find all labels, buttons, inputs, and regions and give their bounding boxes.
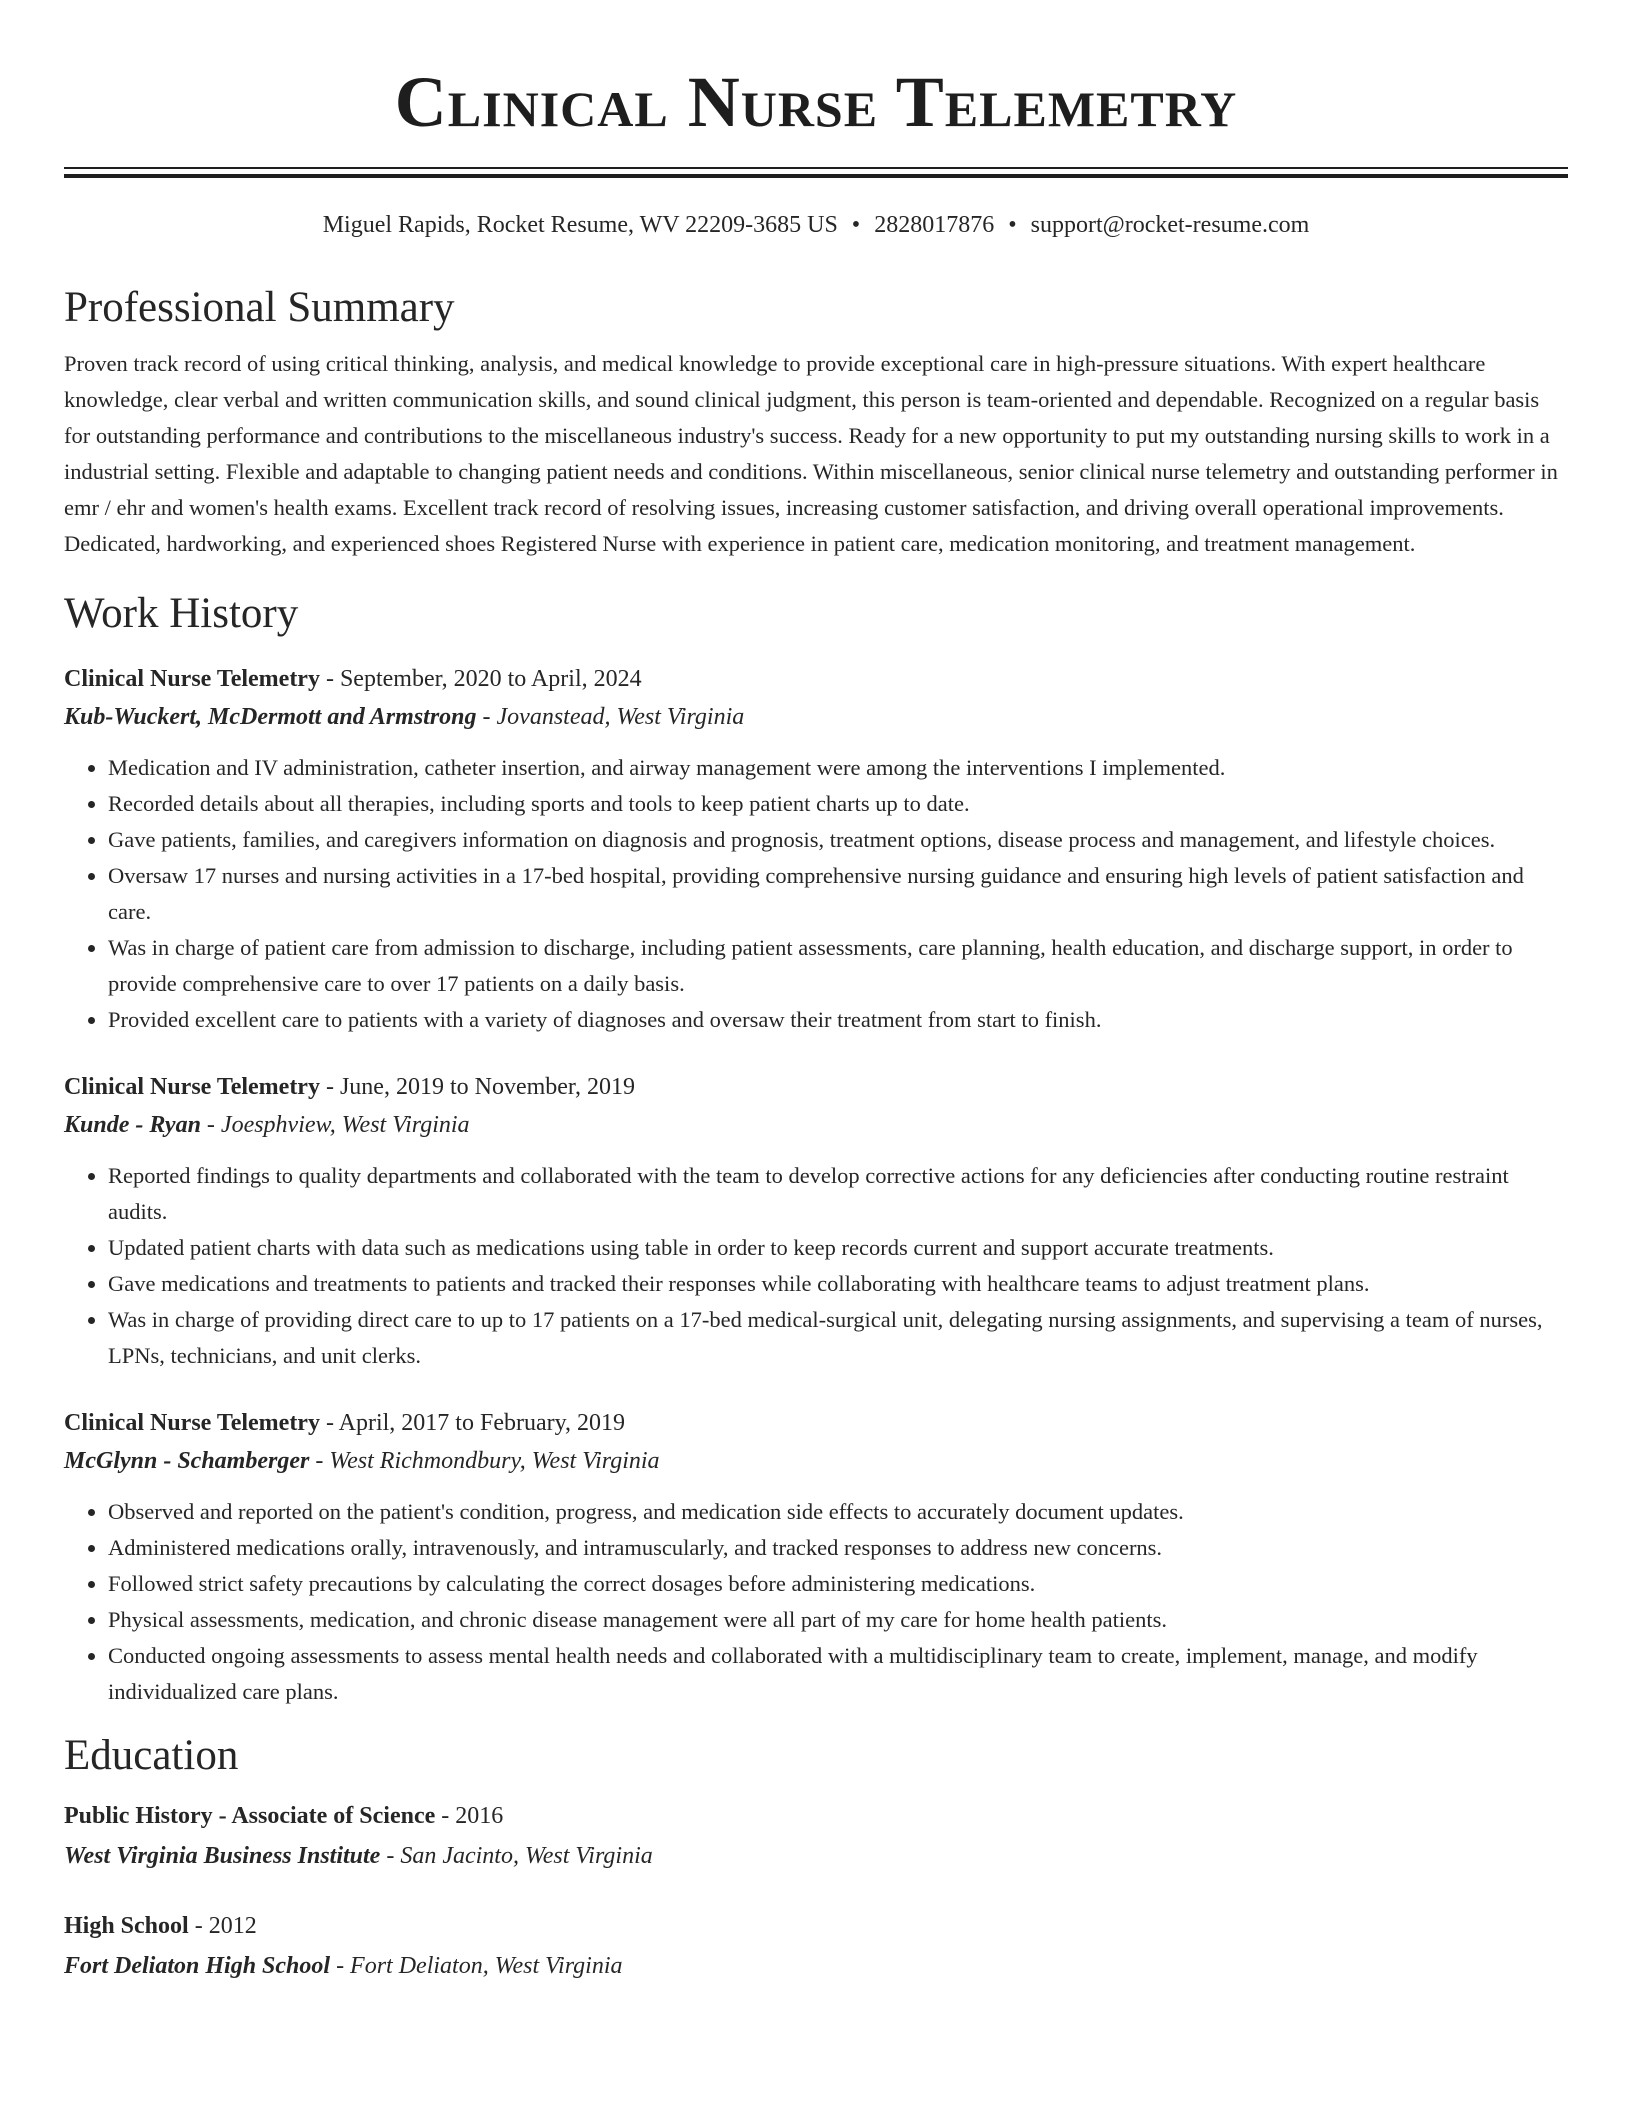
education-degree: Public History - Associate of Science: [64, 1803, 436, 1829]
job-title: Clinical Nurse Telemetry: [64, 666, 320, 692]
list-item: • Administered medications orally, intravenously, and intramuscularly, and tracked responses to address new concerns.: [108, 1530, 1568, 1566]
list-item: • Reported findings to quality departments and collaborated with the team to develop corrective actions for any deficiencies after conducting routine restraint audits.: [108, 1158, 1568, 1230]
education-heading: Education: [64, 1732, 239, 1779]
list-item: • Gave patients, families, and caregivers information on diagnosis and prognosis, treatment options, disease process and management, and lifestyle choices.: [108, 822, 1568, 858]
resume-title: Clinical Nurse Telemetry: [394, 62, 1238, 142]
job-company-line: [64, 1106, 1568, 1144]
contact-separator: •: [851, 212, 861, 238]
job-company-line: [64, 1442, 1568, 1480]
title-rule-thin: [64, 167, 1568, 169]
list-item: • Physical assessments, medication, and chronic disease management were all part of my care for home health patients.: [108, 1602, 1568, 1638]
list-item: • Medication and IV administration, catheter insertion, and airway management were among the interventions I implemented.: [108, 750, 1568, 786]
work-history-heading: Work History: [64, 590, 299, 637]
contact-phone: 2828017876: [874, 212, 995, 238]
contact-line: [64, 210, 1568, 240]
summary-text: Proven track record of using critical thinking, analysis, and medical knowledge to provide exceptional care in high-pressure situations. With expert healthcare knowledge, clear verbal and written communication skills, and sound clinical judgment, this person is team-oriented and dependable. Recognized on a regular basis for outstanding performance and contributions to the miscellaneous industry's success. Ready for a new opportunity to put my outstanding nursing skills to work in a industrial setting. Flexible and adaptable to changing patient needs and conditions. Within miscellaneous, senior clinical nurse telemetry and outstanding performer in emr / ehr and women's health exams. Excellent track record of resolving issues, increasing customer satisfaction, and driving overall operational improvements. Dedicated, hardworking, and experienced shoes Registered Nurse with experience in patient care, medication monitoring, and treatment management.: [64, 351, 1558, 556]
job-bullets: [64, 1158, 1568, 1374]
job-entry: [64, 1068, 1568, 1374]
list-item: • Followed strict safety precautions by calculating the correct dosages before administering medications.: [108, 1566, 1568, 1602]
education-entry: [64, 1796, 1568, 1876]
job-location: - Jovanstead, West Virginia: [476, 704, 745, 730]
list-item: • Recorded details about all therapies, including sports and tools to keep patient charts up to date.: [108, 786, 1568, 822]
job-company: Kunde - Ryan: [64, 1112, 201, 1138]
job-location: - Joesphview, West Virginia: [200, 1112, 470, 1138]
education-entry: [64, 1906, 1568, 1986]
job-company-line: [64, 698, 1568, 736]
education-degree-line: [64, 1796, 1568, 1836]
education-school-line: [64, 1836, 1568, 1876]
job-dates: - June, 2019 to November, 2019: [319, 1074, 635, 1100]
contact-email: support@rocket-resume.com: [1030, 212, 1310, 238]
contact-address: Miguel Rapids, Rocket Resume, WV 22209-3685 US: [322, 212, 838, 238]
contact-separator: •: [1008, 212, 1017, 238]
list-item: • Provided excellent care to patients with a variety of diagnoses and oversaw their treatment from start to finish.: [108, 1002, 1568, 1038]
job-company: McGlynn - Schamberger: [64, 1448, 310, 1474]
education-degree-line: [64, 1906, 1568, 1946]
job-bullets: [64, 1494, 1568, 1710]
job-dates: - September, 2020 to April, 2024: [319, 666, 642, 692]
list-item: • Was in charge of providing direct care to up to 17 patients on a 17-bed medical-surgical unit, delegating nursing assignments, and supervising a team of nurses, LPNs, technicians, and unit clerks.: [108, 1302, 1568, 1374]
education-school: West Virginia Business Institute: [64, 1843, 381, 1869]
job-title: Clinical Nurse Telemetry: [64, 1410, 320, 1436]
summary-heading: Professional Summary: [64, 284, 455, 331]
education-year: - 2016: [435, 1803, 504, 1829]
list-item: • Observed and reported on the patient's condition, progress, and medication side effects to accurately document updates.: [108, 1494, 1568, 1530]
list-item: • Updated patient charts with data such as medications using table in order to keep records current and support accurate treatments.: [108, 1230, 1568, 1266]
job-dates: - April, 2017 to February, 2019: [319, 1410, 626, 1436]
job-entry: [64, 660, 1568, 1038]
list-item: • Was in charge of patient care from admission to discharge, including patient assessments, care planning, health education, and discharge support, in order to provide comprehensive care to over 17 patients on a daily basis.: [108, 930, 1568, 1002]
title-rule-thick: [64, 174, 1568, 178]
job-title: Clinical Nurse Telemetry: [64, 1074, 320, 1100]
education-location: - Fort Deliaton, West Virginia: [330, 1953, 623, 1979]
list-item: • Conducted ongoing assessments to assess mental health needs and collaborated with a multidisciplinary team to create, implement, manage, and modify individualized care plans.: [108, 1638, 1568, 1710]
education-degree: High School: [64, 1913, 189, 1939]
education-school-line: [64, 1946, 1568, 1986]
job-title-line: [64, 1404, 1568, 1442]
list-item: • Gave medications and treatments to patients and tracked their responses while collaborating with healthcare teams to adjust treatment plans.: [108, 1266, 1568, 1302]
job-title-line: [64, 1068, 1568, 1106]
education-school: Fort Deliaton High School: [64, 1953, 331, 1979]
education-location: - San Jacinto, West Virginia: [380, 1843, 653, 1869]
job-bullets: [64, 750, 1568, 1038]
education-year: - 2012: [188, 1913, 257, 1939]
job-location: - West Richmondbury, West Virginia: [309, 1448, 660, 1474]
list-item: • Oversaw 17 nurses and nursing activities in a 17-bed hospital, providing comprehensive nursing guidance and ensuring high levels of patient satisfaction and care.: [108, 858, 1568, 930]
job-entry: [64, 1404, 1568, 1710]
job-company: Kub-Wuckert, McDermott and Armstrong: [64, 704, 477, 730]
job-title-line: [64, 660, 1568, 698]
